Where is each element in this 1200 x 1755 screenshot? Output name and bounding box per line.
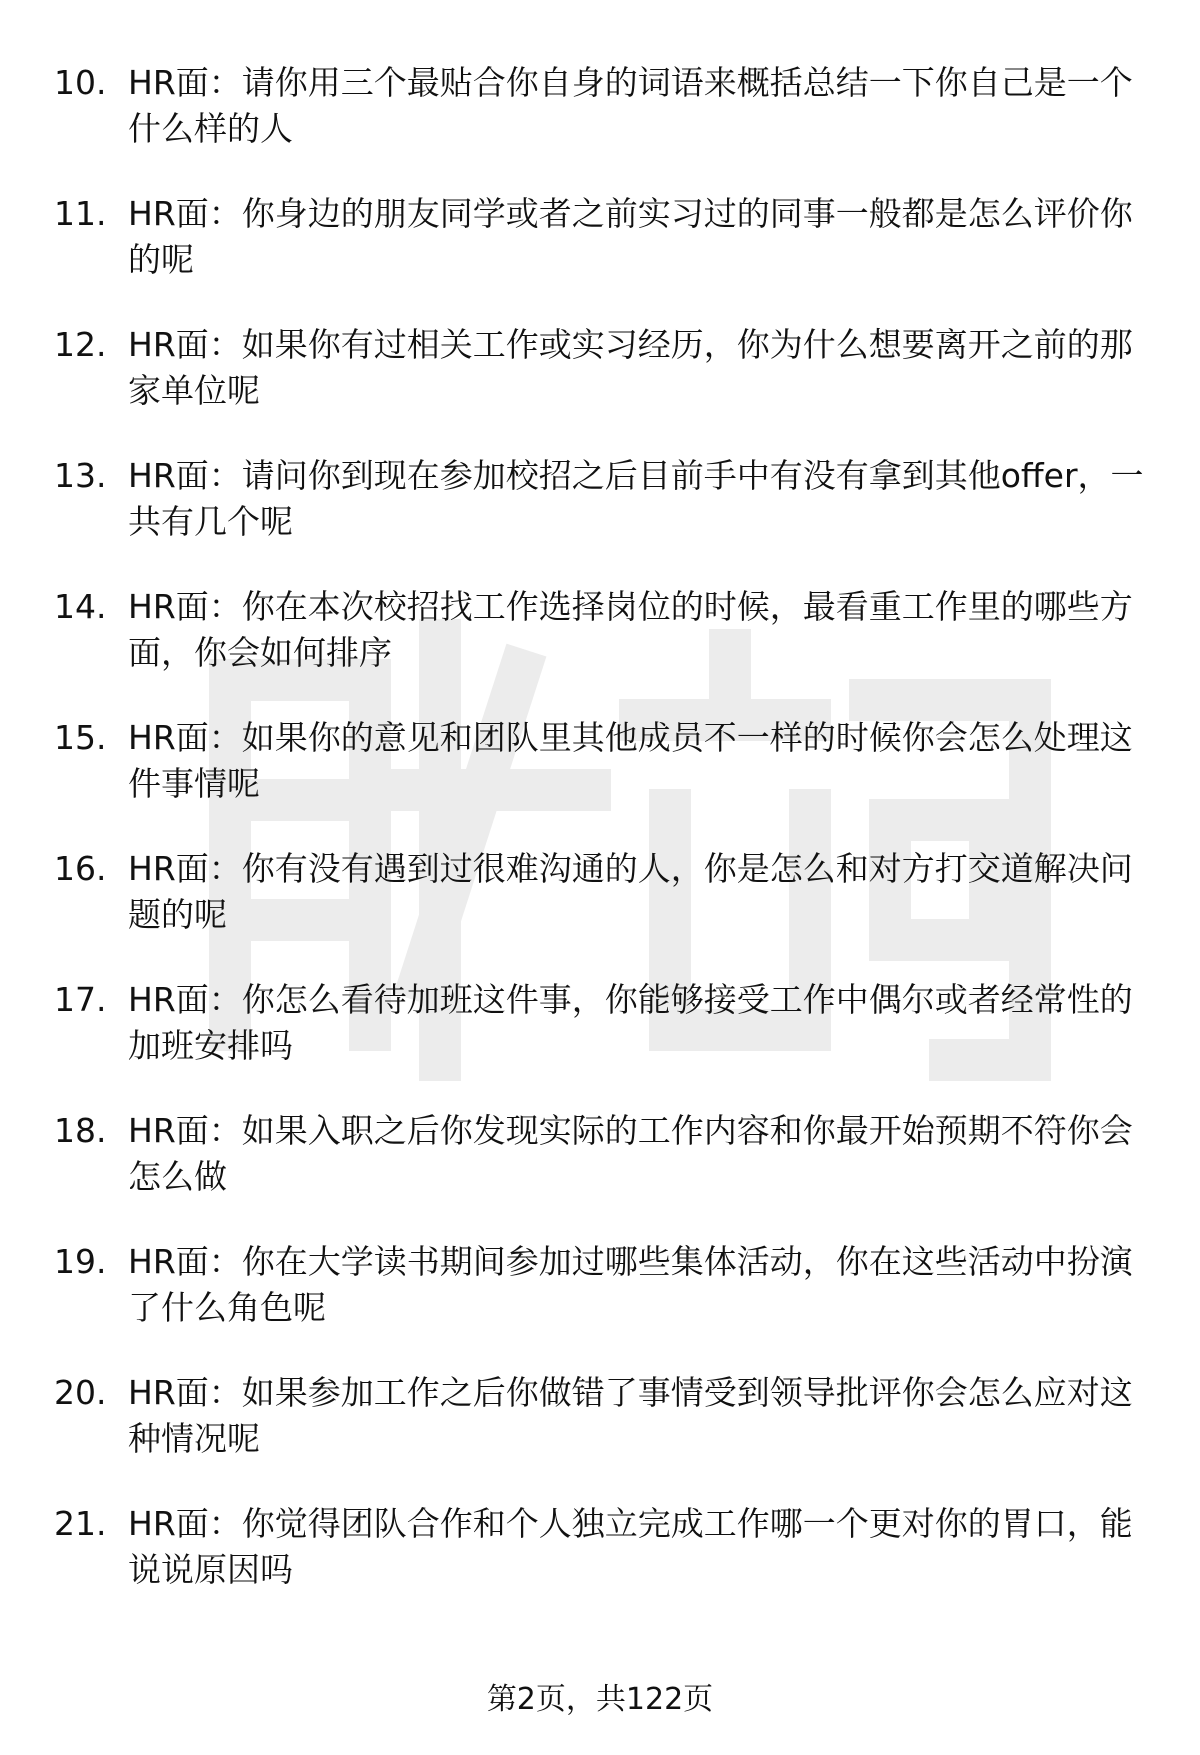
list-item bbox=[0, 838, 1200, 969]
item-number: 19. bbox=[54, 1242, 107, 1281]
item-number: 15. bbox=[54, 718, 107, 757]
item-text: HR面：你觉得团队合作和个人独立完成工作哪一个更对你的胃口，能说说原因吗 bbox=[128, 1504, 1133, 1589]
item-text: HR面：你在本次校招找工作选择岗位的时候，最看重工作里的哪些方面，你会如何排序 bbox=[128, 587, 1133, 672]
item-number: 14. bbox=[54, 587, 107, 626]
list-item bbox=[0, 707, 1200, 838]
list-item bbox=[0, 1362, 1200, 1493]
list-item bbox=[0, 445, 1200, 576]
item-number: 20. bbox=[54, 1373, 107, 1412]
item-number: 10. bbox=[54, 63, 107, 102]
item-number: 13. bbox=[54, 456, 107, 495]
item-number: 21. bbox=[54, 1504, 107, 1543]
list-item bbox=[0, 576, 1200, 707]
item-text: HR面：如果参加工作之后你做错了事情受到领导批评你会怎么应对这种情况呢 bbox=[128, 1373, 1133, 1458]
item-number: 16. bbox=[54, 849, 107, 888]
item-text: HR面：如果你的意见和团队里其他成员不一样的时候你会怎么处理这件事情呢 bbox=[128, 718, 1133, 803]
item-text: HR面：你怎么看待加班这件事，你能够接受工作中偶尔或者经常性的加班安排吗 bbox=[128, 980, 1133, 1065]
question-list bbox=[0, 52, 1200, 1624]
list-item bbox=[0, 314, 1200, 445]
item-number: 11. bbox=[54, 194, 107, 233]
item-text: HR面：如果入职之后你发现实际的工作内容和你最开始预期不符你会怎么做 bbox=[128, 1111, 1133, 1196]
item-text: HR面：如果你有过相关工作或实习经历，你为什么想要离开之前的那家单位呢 bbox=[128, 325, 1133, 410]
item-text: HR面：请你用三个最贴合你自身的词语来概括总结一下你自己是一个什么样的人 bbox=[128, 63, 1133, 148]
item-text: HR面：你身边的朋友同学或者之前实习过的同事一般都是怎么评价你的呢 bbox=[128, 194, 1133, 279]
item-text: HR面：你有没有遇到过很难沟通的人，你是怎么和对方打交道解决问题的呢 bbox=[128, 849, 1133, 934]
page-number-footer: 第2页，共122页 bbox=[486, 1682, 714, 1717]
item-number: 17. bbox=[54, 980, 107, 1019]
item-text: HR面：请问你到现在参加校招之后目前手中有没有拿到其他offer，一共有几个呢 bbox=[128, 456, 1144, 541]
list-item bbox=[0, 969, 1200, 1100]
list-item bbox=[0, 1493, 1200, 1624]
item-text: HR面：你在大学读书期间参加过哪些集体活动，你在这些活动中扮演了什么角色呢 bbox=[128, 1242, 1133, 1327]
list-item bbox=[0, 183, 1200, 314]
list-item bbox=[0, 1231, 1200, 1362]
item-number: 18. bbox=[54, 1111, 107, 1150]
item-number: 12. bbox=[54, 325, 107, 364]
list-item bbox=[0, 52, 1200, 183]
list-item bbox=[0, 1100, 1200, 1231]
